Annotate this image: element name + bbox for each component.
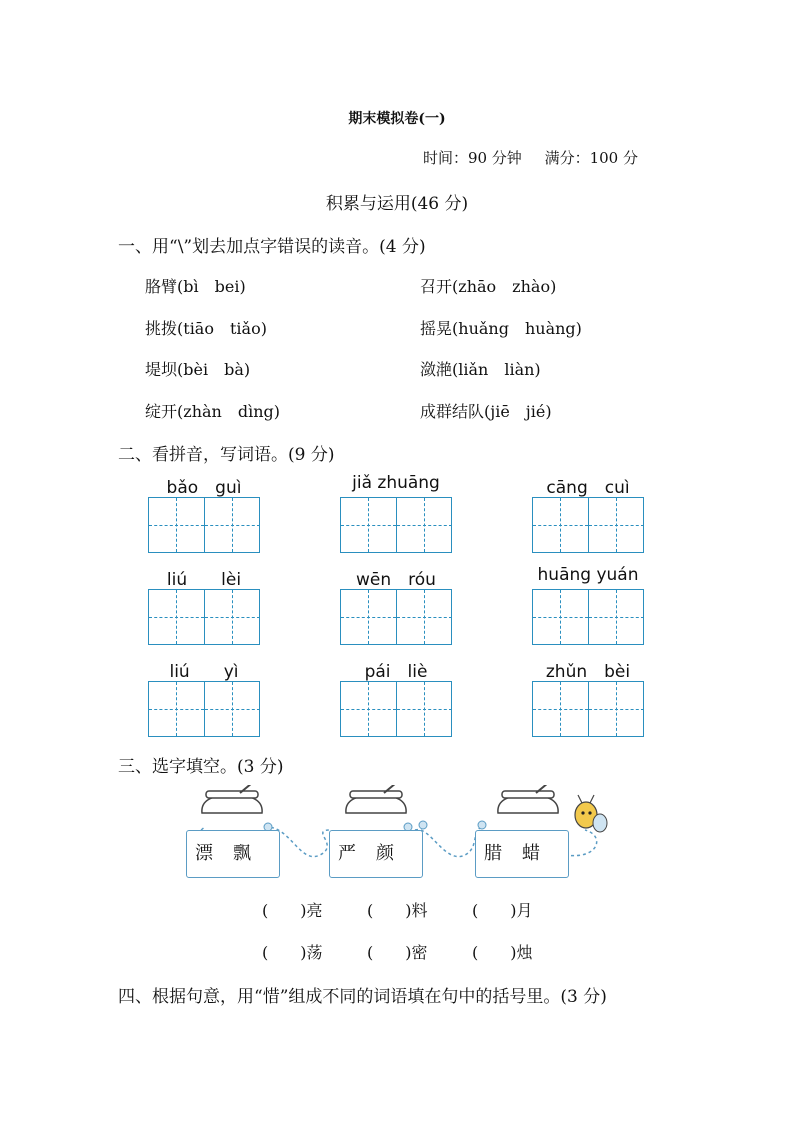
fill-blank[interactable]: ( )荡 <box>262 943 323 962</box>
writing-grid[interactable] <box>340 497 452 553</box>
fill-blank[interactable]: ( )烛 <box>472 943 533 962</box>
q1-heading: 一、用“\”划去加点字错误的读音。(4 分) <box>118 237 426 257</box>
q1-item: 摇晃(huǎng huàng) <box>420 319 582 338</box>
part-heading: 积累与运用(46 分) <box>325 194 469 214</box>
pinyin-label: wēn róu <box>356 570 436 590</box>
writing-grid[interactable] <box>148 497 260 553</box>
exam-title: 期末模拟卷(一) <box>348 111 446 127</box>
q1-item: 挑拨(tiāo tiǎo) <box>145 319 267 338</box>
pinyin-label: huāng yuán <box>537 565 639 585</box>
q1-item: 潋滟(liǎn liàn) <box>420 360 541 379</box>
fill-blank[interactable]: ( )月 <box>472 901 533 920</box>
time-limit: 时间：90 分钟 <box>422 149 522 167</box>
q1-item: 召开(zhāo zhào) <box>420 277 557 296</box>
bee-icon <box>575 795 607 832</box>
pinyin-label: bǎo guì <box>166 478 242 498</box>
pinyin-label: pái liè <box>364 662 428 682</box>
jar-icon <box>498 785 558 813</box>
character-choice-box: 严颜 <box>329 830 423 878</box>
full-score: 满分：100 分 <box>544 149 638 167</box>
q1-item: 堤坝(bèi bà) <box>145 360 251 379</box>
character-choice-box: 漂飘 <box>186 830 280 878</box>
fill-blank[interactable]: ( )亮 <box>262 901 323 920</box>
q1-item: 成群结队(jiē jié) <box>420 402 552 421</box>
writing-grid[interactable] <box>532 497 644 553</box>
q1-item: 胳臂(bì bei) <box>145 277 246 296</box>
pinyin-label: jiǎ zhuāng <box>352 473 440 493</box>
pinyin-label: cāng cuì <box>546 478 630 498</box>
pinyin-label: liú yì <box>169 662 239 682</box>
fill-blank[interactable]: ( )密 <box>367 943 428 962</box>
exam-meta <box>405 147 638 168</box>
character-choice-box: 腊蜡 <box>475 830 569 878</box>
writing-grid[interactable] <box>532 681 644 737</box>
pinyin-label: liú lèi <box>166 570 242 590</box>
writing-grid[interactable] <box>532 589 644 645</box>
q1-item: 绽开(zhàn dìng) <box>145 402 280 421</box>
q4-heading: 四、根据句意，用“惜”组成不同的词语填在句中的括号里。(3 分) <box>118 987 607 1007</box>
q2-heading: 二、看拼音，写词语。(9 分) <box>118 445 335 465</box>
writing-grid[interactable] <box>340 589 452 645</box>
writing-grid[interactable] <box>148 681 260 737</box>
fill-blank[interactable]: ( )料 <box>367 901 428 920</box>
writing-grid[interactable] <box>148 589 260 645</box>
jar-icon <box>346 785 406 813</box>
pinyin-label: zhǔn bèi <box>545 662 631 682</box>
writing-grid[interactable] <box>340 681 452 737</box>
jar-icon <box>202 785 262 813</box>
q3-heading: 三、选字填空。(3 分) <box>118 757 284 777</box>
